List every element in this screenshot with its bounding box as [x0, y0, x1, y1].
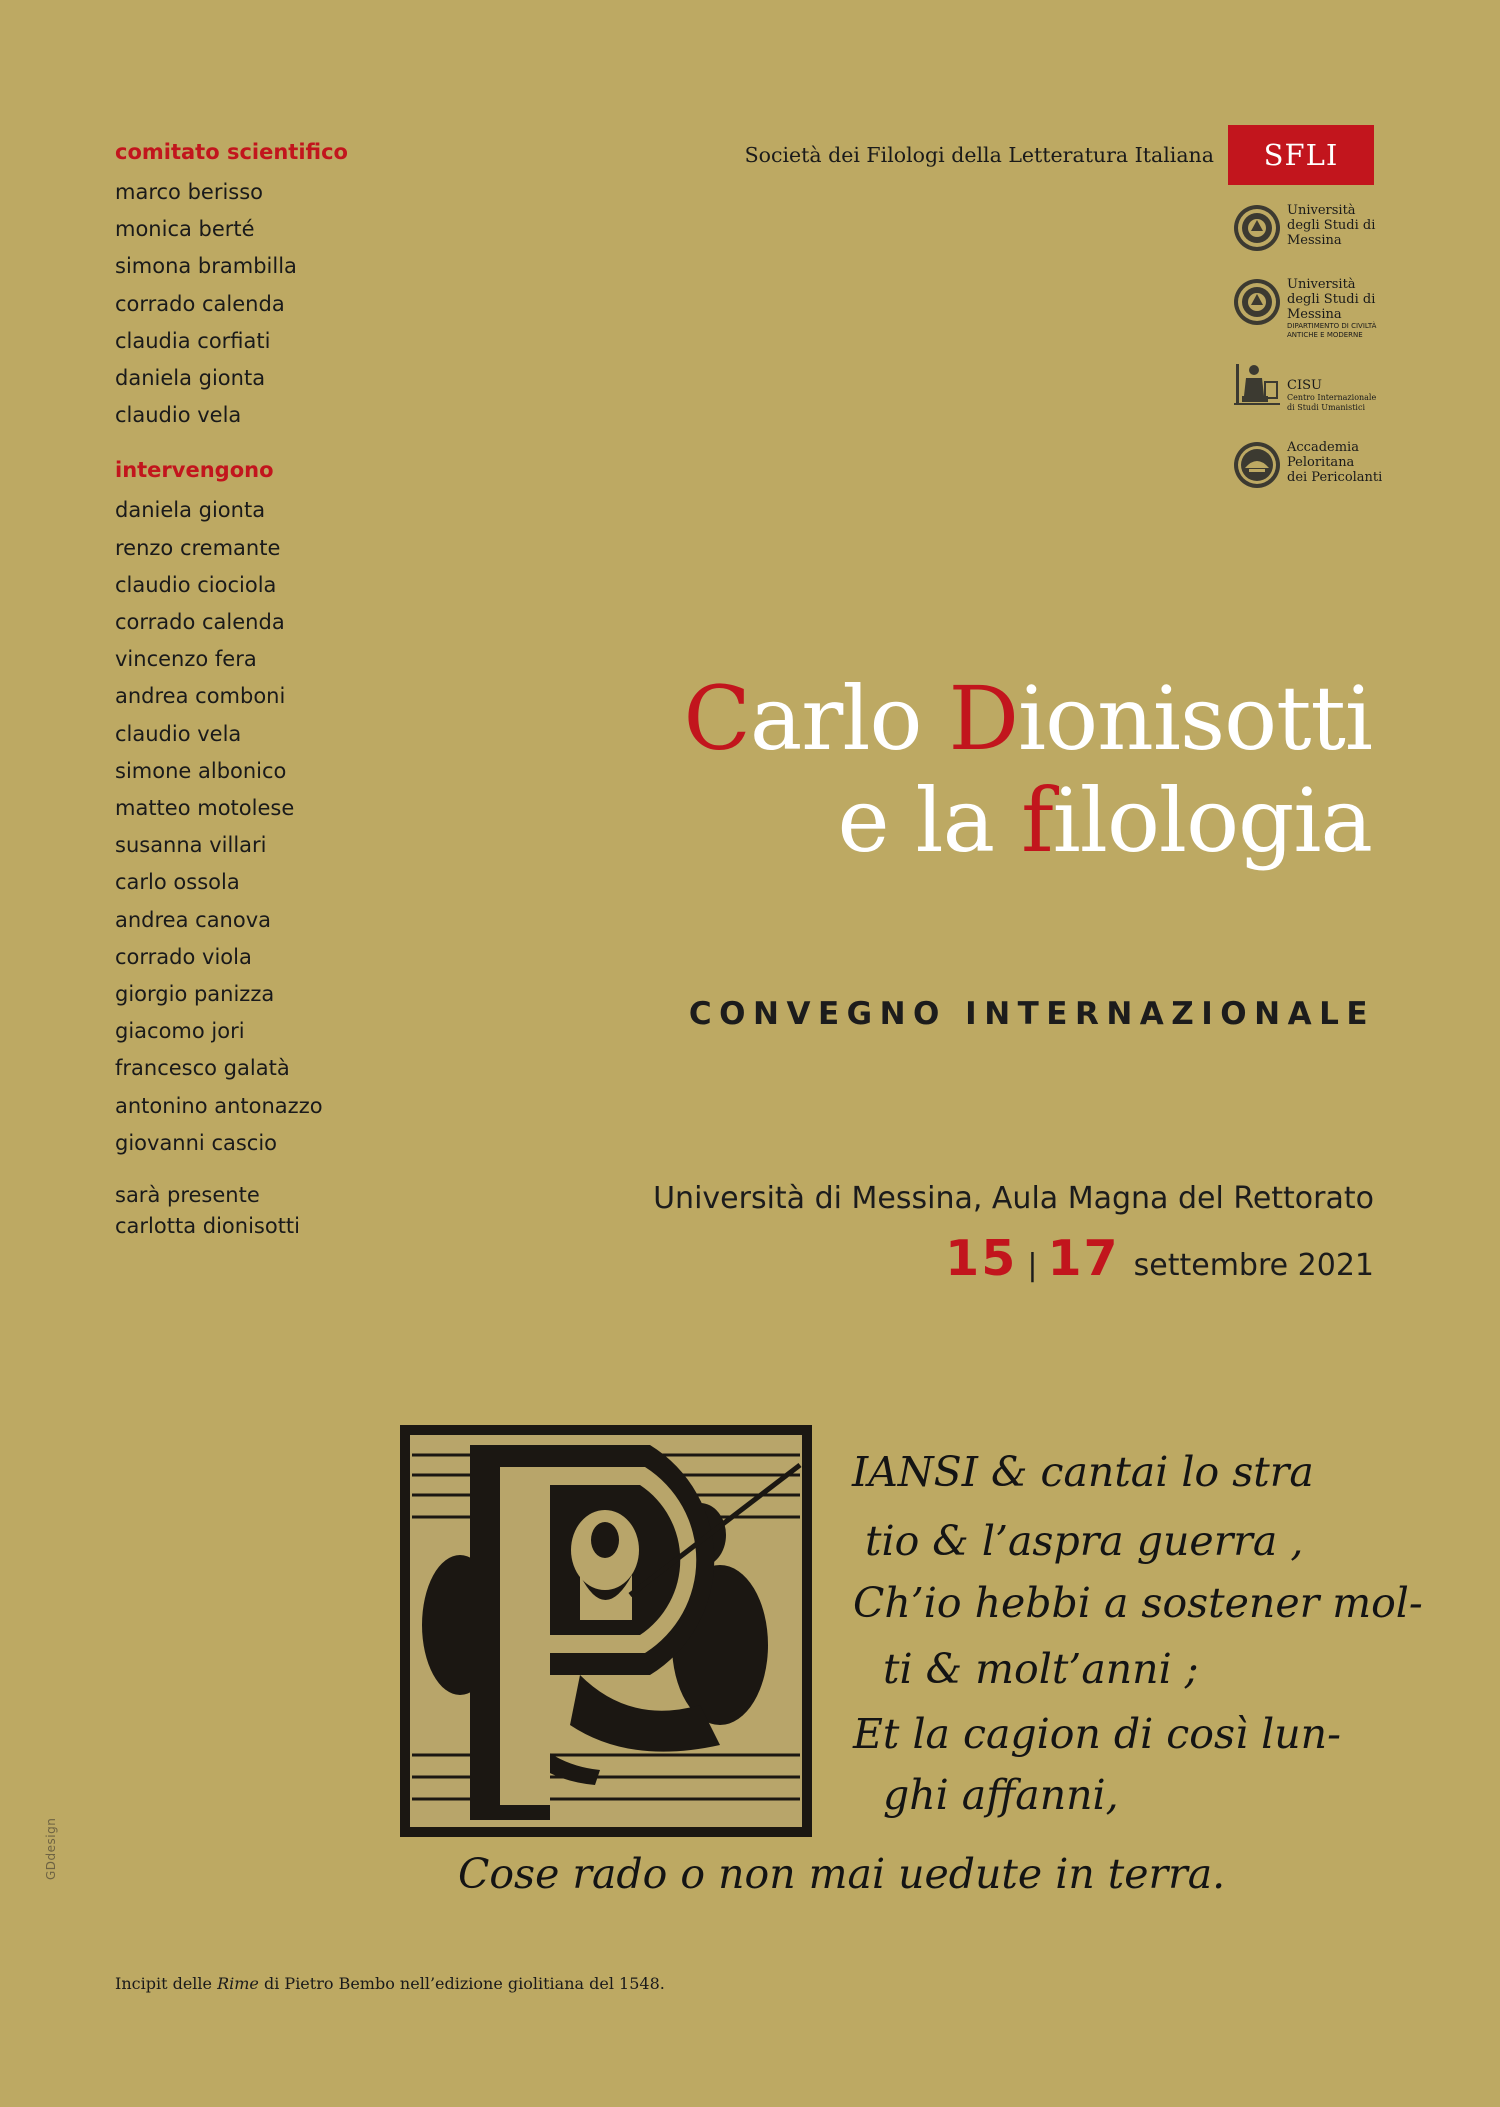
logo-line: degli Studi di — [1287, 292, 1376, 307]
title-line-1 — [683, 667, 1372, 770]
logo-subline: DIPARTIMENTO DI CIVILTÀ — [1287, 322, 1377, 330]
speakers-heading: intervengono — [115, 458, 274, 483]
committee-member: marco berisso — [115, 180, 264, 204]
title-initial: D — [948, 667, 1019, 770]
logo-unime-department — [1232, 277, 1376, 340]
committee-heading: comitato scientifico — [115, 140, 348, 164]
logo-line: Università — [1287, 203, 1356, 218]
title-text: ionisotti — [1018, 667, 1372, 770]
speaker: claudio vela — [115, 721, 242, 746]
logo-accademia — [1232, 440, 1382, 490]
title-text: e la — [837, 769, 1022, 872]
title-initial: C — [683, 667, 750, 770]
date-start: 15 — [945, 1230, 1018, 1287]
verse-line: IANSI & cantai lo stra — [852, 1448, 1314, 1496]
committee-member: monica berté — [115, 217, 255, 242]
caption-text: di Pietro Bembo nell’edizione giolitiana del 1548. — [258, 1974, 665, 1993]
speaker: francesco galatà — [115, 1056, 290, 1081]
committee-member: corrado calenda — [115, 291, 285, 316]
logo-line: Peloritana — [1287, 455, 1355, 470]
speaker: vincenzo fera — [115, 647, 257, 672]
conference-subtitle: CONVEGNO INTERNAZIONALE — [688, 996, 1375, 1032]
speaker: carlo ossola — [115, 870, 240, 895]
logo-subline: Centro Internazionale — [1287, 393, 1377, 402]
participants-column — [115, 140, 445, 1242]
verse-line: ti & molt’anni ; — [883, 1645, 1199, 1693]
special-guest — [115, 1180, 445, 1242]
logo-cisu — [1232, 358, 1376, 413]
society-header — [745, 125, 1374, 185]
date-separator: | — [1027, 1248, 1038, 1283]
logo-line: degli Studi di — [1287, 218, 1376, 233]
verse-line: Ch’io hebbi a sostener mol- — [853, 1579, 1423, 1627]
title-text: ilologia — [1052, 769, 1372, 872]
special-guest-label: sarà presente — [115, 1183, 260, 1208]
university-seal-icon — [1232, 203, 1282, 253]
speaker: andrea comboni — [115, 684, 286, 709]
logo-line: CISU — [1287, 378, 1322, 393]
speaker: corrado viola — [115, 944, 252, 969]
speaker: daniela gionta — [115, 498, 266, 523]
woodcut-initial-p-image — [400, 1425, 812, 1837]
society-name: Società dei Filologi della Letteratura Italiana — [744, 143, 1214, 167]
date-end: 17 — [1047, 1230, 1120, 1287]
conference-title — [683, 667, 1372, 872]
logo-line: Università — [1287, 277, 1356, 292]
university-seal-icon — [1232, 277, 1282, 327]
caption-italic: Rime — [217, 1974, 259, 1993]
image-caption — [115, 1974, 665, 1993]
event-dates — [945, 1230, 1374, 1287]
title-line-2 — [683, 769, 1372, 872]
speaker: matteo motolese — [115, 796, 295, 821]
speaker: giorgio panizza — [115, 982, 275, 1007]
committee-member: daniela gionta — [115, 366, 266, 391]
verse-line: ghi affanni, — [883, 1771, 1119, 1819]
speakers-list — [115, 492, 445, 1162]
logo-subline: di Studi Umanistici — [1287, 403, 1366, 412]
logo-line: Messina — [1287, 307, 1342, 322]
committee-member: simona brambilla — [115, 254, 297, 279]
verse-line: Cose rado o non mai uedute in terra. — [458, 1850, 1226, 1898]
design-credit: GDdesign — [44, 1817, 58, 1880]
logo-line: Messina — [1287, 233, 1342, 248]
logo-line: dei Pericolanti — [1287, 470, 1383, 485]
speaker: susanna villari — [115, 833, 267, 858]
academy-seal-icon — [1232, 440, 1282, 490]
venue: Università di Messina, Aula Magna del Rettorato — [653, 1181, 1374, 1216]
title-text: arlo — [749, 667, 949, 770]
speaker: simone albonico — [115, 758, 287, 783]
speaker: giovanni cascio — [115, 1130, 278, 1155]
verse-line: Et la cagion di così lun- — [853, 1710, 1341, 1758]
verse-line: tio & l’aspra guerra , — [865, 1517, 1304, 1565]
date-month-year: settembre 2021 — [1133, 1248, 1374, 1283]
cisu-figure-icon — [1232, 358, 1282, 408]
speaker: andrea canova — [115, 907, 272, 932]
sfli-badge: SFLI — [1228, 125, 1374, 185]
speaker: antonino antonazzo — [115, 1093, 323, 1118]
committee-member: claudio vela — [115, 403, 242, 428]
speaker: renzo cremante — [115, 535, 281, 560]
special-guest-name: carlotta dionisotti — [115, 1214, 300, 1239]
logo-subline: ANTICHE E MODERNE — [1287, 331, 1363, 339]
speaker: giacomo jori — [115, 1019, 245, 1044]
speaker: corrado calenda — [115, 610, 285, 635]
logo-line: Accademia — [1287, 440, 1359, 455]
committee-member: claudia corfiati — [115, 328, 271, 353]
committee-list — [115, 174, 445, 434]
logo-unime — [1232, 203, 1375, 253]
title-initial: f — [1021, 769, 1053, 872]
speaker: claudio ciociola — [115, 572, 277, 597]
caption-text: Incipit delle — [115, 1974, 218, 1993]
